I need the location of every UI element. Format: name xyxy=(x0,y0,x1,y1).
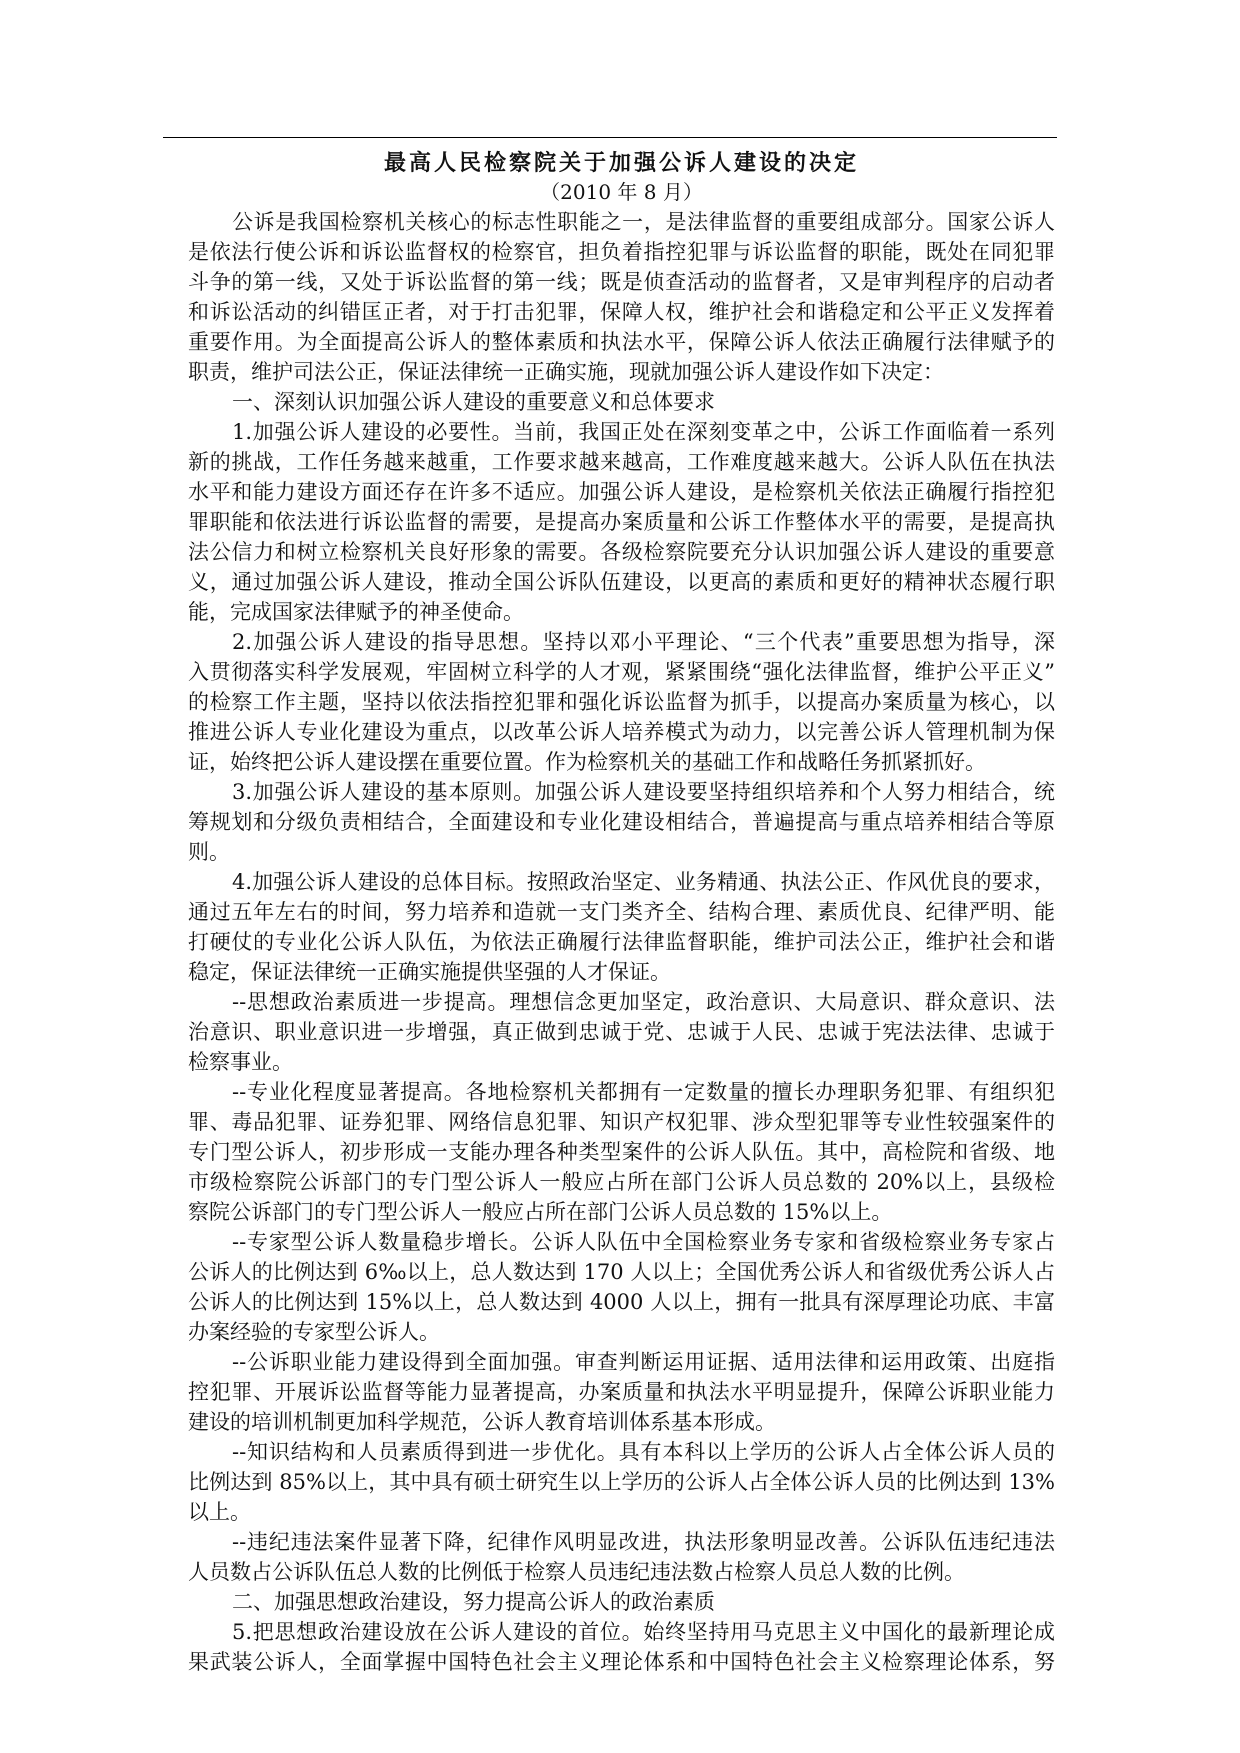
text-line: 义，通过加强公诉人建设，推动全国公诉队伍建设，以更高的素质和更好的精神状态履行职 xyxy=(188,570,1055,594)
text-line: 果武装公诉人，全面掌握中国特色社会主义理论体系和中国特色社会主义检察理论体系，努 xyxy=(188,1650,1055,1674)
text-line: 新的挑战，工作任务越来越重，工作要求越来越高，工作难度越来越大。公诉人队伍在执法 xyxy=(188,450,1055,474)
text-line: 一、深刻认识加强公诉人建设的重要意义和总体要求 xyxy=(232,390,715,414)
paragraph xyxy=(188,987,1055,1077)
paragraph xyxy=(188,1347,1055,1437)
paragraph xyxy=(188,1587,1055,1617)
paragraph xyxy=(188,777,1055,867)
document-title: 最高人民检察院关于加强公诉人建设的决定 xyxy=(383,150,859,176)
text-line: 办案经验的专家型公诉人。 xyxy=(188,1320,440,1344)
text-line: --公诉职业能力建设得到全面加强。审查判断运用证据、适用法律和运用政策、出庭指 xyxy=(232,1350,1055,1374)
text-line: 治意识、职业意识进一步增强，真正做到忠诚于党、忠诚于人民、忠诚于宪法法律、忠诚于 xyxy=(188,1020,1055,1044)
paragraph xyxy=(188,207,1055,387)
text-line: 察院公诉部门的专门型公诉人一般应占所在部门公诉人员总数的 15%以上。 xyxy=(188,1200,893,1224)
paragraph xyxy=(188,1617,1055,1677)
paragraph xyxy=(188,417,1055,627)
text-line: 筹规划和分级负责相结合，全面建设和专业化建设相结合，普遍提高与重点培养相结合等原 xyxy=(188,810,1055,834)
text-line: --违纪违法案件显著下降，纪律作风明显改进，执法形象明显改善。公诉队伍违纪违法 xyxy=(232,1530,1055,1554)
text-line: 重要作用。为全面提高公诉人的整体素质和执法水平，保障公诉人依法正确履行法律赋予的 xyxy=(188,330,1055,354)
text-line: --知识结构和人员素质得到进一步优化。具有本科以上学历的公诉人占全体公诉人员的 xyxy=(232,1440,1055,1464)
text-line: 4.加强公诉人建设的总体目标。按照政治坚定、业务精通、执法公正、作风优良的要求， xyxy=(232,870,1055,894)
paragraph xyxy=(188,867,1055,987)
text-line: 斗争的第一线，又处于诉讼监督的第一线；既是侦查活动的监督者，又是审判程序的启动者 xyxy=(188,270,1055,294)
text-line: 2.加强公诉人建设的指导思想。坚持以邓小平理论、“三个代表”重要思想为指导，深 xyxy=(232,630,1055,654)
document-date: （2010 年 8 月） xyxy=(540,180,703,204)
text-line: 人员数占公诉队伍总人数的比例低于检察人员违纪违法数占检察人员总人数的比例。 xyxy=(188,1560,965,1584)
text-line: 通过五年左右的时间，努力培养和造就一支门类齐全、结构合理、素质优良、纪律严明、能 xyxy=(188,900,1055,924)
text-line: 稳定，保证法律统一正确实施提供坚强的人才保证。 xyxy=(188,960,671,984)
text-line: 入贯彻落实科学发展观，牢固树立科学的人才观，紧紧围绕“强化法律监督，维护公平正义” xyxy=(188,660,1055,684)
text-line: 则。 xyxy=(188,840,230,864)
paragraph xyxy=(188,1227,1055,1347)
paragraph xyxy=(188,1077,1055,1227)
text-line: 证，始终把公诉人建设摆在重要位置。作为检察机关的基础工作和战略任务抓紧抓好。 xyxy=(188,750,986,774)
text-line: --思想政治素质进一步提高。理想信念更加坚定，政治意识、大局意识、群众意识、法 xyxy=(232,990,1055,1014)
text-line: 法公信力和树立检察机关良好形象的需要。各级检察院要充分认识加强公诉人建设的重要意 xyxy=(188,540,1055,564)
document-body xyxy=(188,207,1055,1677)
text-line: 能，完成国家法律赋予的神圣使命。 xyxy=(188,600,524,624)
text-line: 专门型公诉人，初步形成一支能办理各种类型案件的公诉人队伍。其中，高检院和省级、地 xyxy=(188,1140,1055,1164)
text-line: 以上。 xyxy=(188,1500,251,1524)
text-line: 的检察工作主题，坚持以依法指控犯罪和强化诉讼监督为抓手，以提高办案质量为核心，以 xyxy=(188,690,1055,714)
text-line: 罪职能和依法进行诉讼监督的需要，是提高办案质量和公诉工作整体水平的需要，是提高执 xyxy=(188,510,1055,534)
text-line: 公诉是我国检察机关核心的标志性职能之一，是法律监督的重要组成部分。国家公诉人 xyxy=(232,210,1055,234)
text-line: 打硬仗的专业化公诉人队伍，为依法正确履行法律监督职能，维护司法公正，维护社会和谐 xyxy=(188,930,1055,954)
text-line: 公诉人的比例达到 6‰以上，总人数达到 170 人以上；全国优秀公诉人和省级优秀公诉人占 xyxy=(188,1260,1055,1284)
header-rule xyxy=(163,137,1057,138)
text-line: 职责，维护司法公正，保证法律统一正确实施，现就加强公诉人建设作如下决定： xyxy=(188,360,944,384)
text-line: 推进公诉人专业化建设为重点，以改革公诉人培养模式为动力，以完善公诉人管理机制为保 xyxy=(188,720,1055,744)
text-line: 控犯罪、开展诉讼监督等能力显著提高，办案质量和执法水平明显提升，保障公诉职业能力 xyxy=(188,1380,1055,1404)
text-line: 市级检察院公诉部门的专门型公诉人一般应占所在部门公诉人员总数的 20%以上，县级检 xyxy=(188,1170,1055,1194)
text-line: 5.把思想政治建设放在公诉人建设的首位。始终坚持用马克思主义中国化的最新理论成 xyxy=(232,1620,1055,1644)
text-line: 罪、毒品犯罪、证券犯罪、网络信息犯罪、知识产权犯罪、涉众型犯罪等专业性较强案件的 xyxy=(188,1110,1055,1134)
text-line: 是依法行使公诉和诉讼监督权的检察官，担负着指控犯罪与诉讼监督的职能，既处在同犯罪 xyxy=(188,240,1055,264)
text-line: 3.加强公诉人建设的基本原则。加强公诉人建设要坚持组织培养和个人努力相结合，统 xyxy=(232,780,1055,804)
text-line: 二、加强思想政治建设，努力提高公诉人的政治素质 xyxy=(232,1590,715,1614)
text-line: --专家型公诉人数量稳步增长。公诉人队伍中全国检察业务专家和省级检察业务专家占 xyxy=(232,1230,1055,1254)
paragraph xyxy=(188,627,1055,777)
paragraph xyxy=(188,1437,1055,1527)
text-line: --专业化程度显著提高。各地检察机关都拥有一定数量的擅长办理职务犯罪、有组织犯 xyxy=(232,1080,1055,1104)
text-line: 1.加强公诉人建设的必要性。当前，我国正处在深刻变革之中，公诉工作面临着一系列 xyxy=(232,420,1055,444)
text-line: 水平和能力建设方面还存在许多不适应。加强公诉人建设，是检察机关依法正确履行指控犯 xyxy=(188,480,1055,504)
text-line: 建设的培训机制更加科学规范，公诉人教育培训体系基本形成。 xyxy=(188,1410,776,1434)
text-line: 检察事业。 xyxy=(188,1050,293,1074)
text-line: 和诉讼活动的纠错匡正者，对于打击犯罪，保障人权，维护社会和谐稳定和公平正义发挥着 xyxy=(188,300,1055,324)
text-line: 公诉人的比例达到 15%以上，总人数达到 4000 人以上，拥有一批具有深厚理论功底、丰富 xyxy=(188,1290,1055,1314)
paragraph xyxy=(188,387,1055,417)
paragraph xyxy=(188,1527,1055,1587)
text-line: 比例达到 85%以上，其中具有硕士研究生以上学历的公诉人占全体公诉人员的比例达到 13% xyxy=(188,1470,1055,1494)
